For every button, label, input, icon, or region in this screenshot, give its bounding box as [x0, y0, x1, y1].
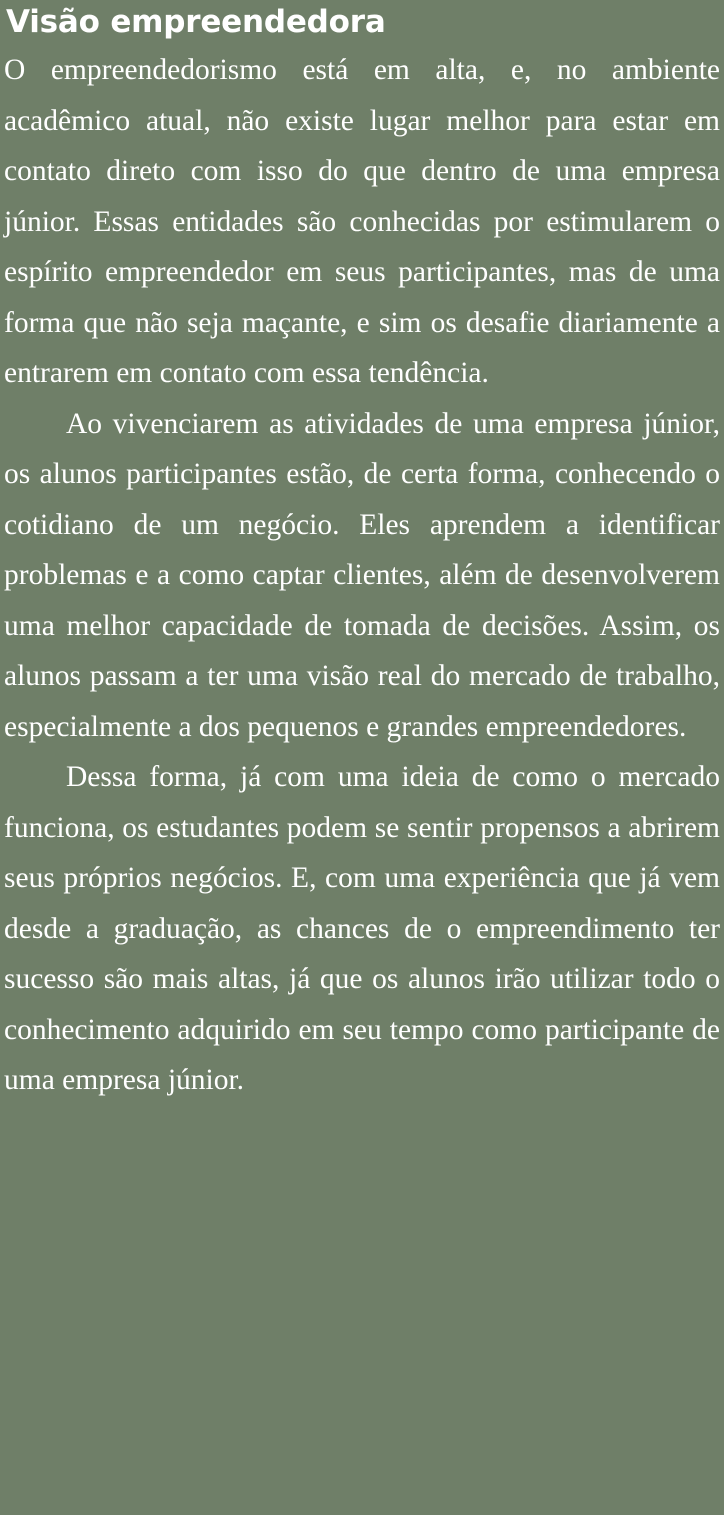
- page-title: Visão empreendedora: [6, 4, 386, 40]
- paragraph-1: O empreendedorismo está em alta, e, no ambiente acadêmico atual, não existe lugar melhor para estar em contato direto com isso do que dentro de uma empresa júnior. Essas entidades são conhecidas por estimularem o espírito empreendedor em seus participantes, mas de uma forma que não seja maçante, e sim os desafie diariamente a entrarem em contato com essa tendência.: [4, 54, 720, 390]
- paragraph-2: Ao vivenciarem as atividades de uma empresa júnior, os alunos participantes estão, de certa forma, conhecendo o cotidiano de um negócio. Eles aprendem a identificar problemas e a como captar clientes, além de desenvolverem uma melhor capacidade de tomada de decisões. Assim, os alunos passam a ter uma visão real do mercado de trabalho, especialmente a dos pequenos e grandes empreendedores.: [4, 407, 720, 743]
- article-body: [2, 45, 722, 1106]
- paragraph-3: Dessa forma, já com uma ideia de como o mercado funciona, os estudantes podem se sentir propensos a abrirem seus próprios negócios. E, com uma experiência que já vem desde a graduação, as chances de o empreendimento ter sucesso são mais altas, já que os alunos irão utilizar todo o conhecimento adquirido em seu tempo como participante de uma empresa júnior.: [4, 761, 720, 1097]
